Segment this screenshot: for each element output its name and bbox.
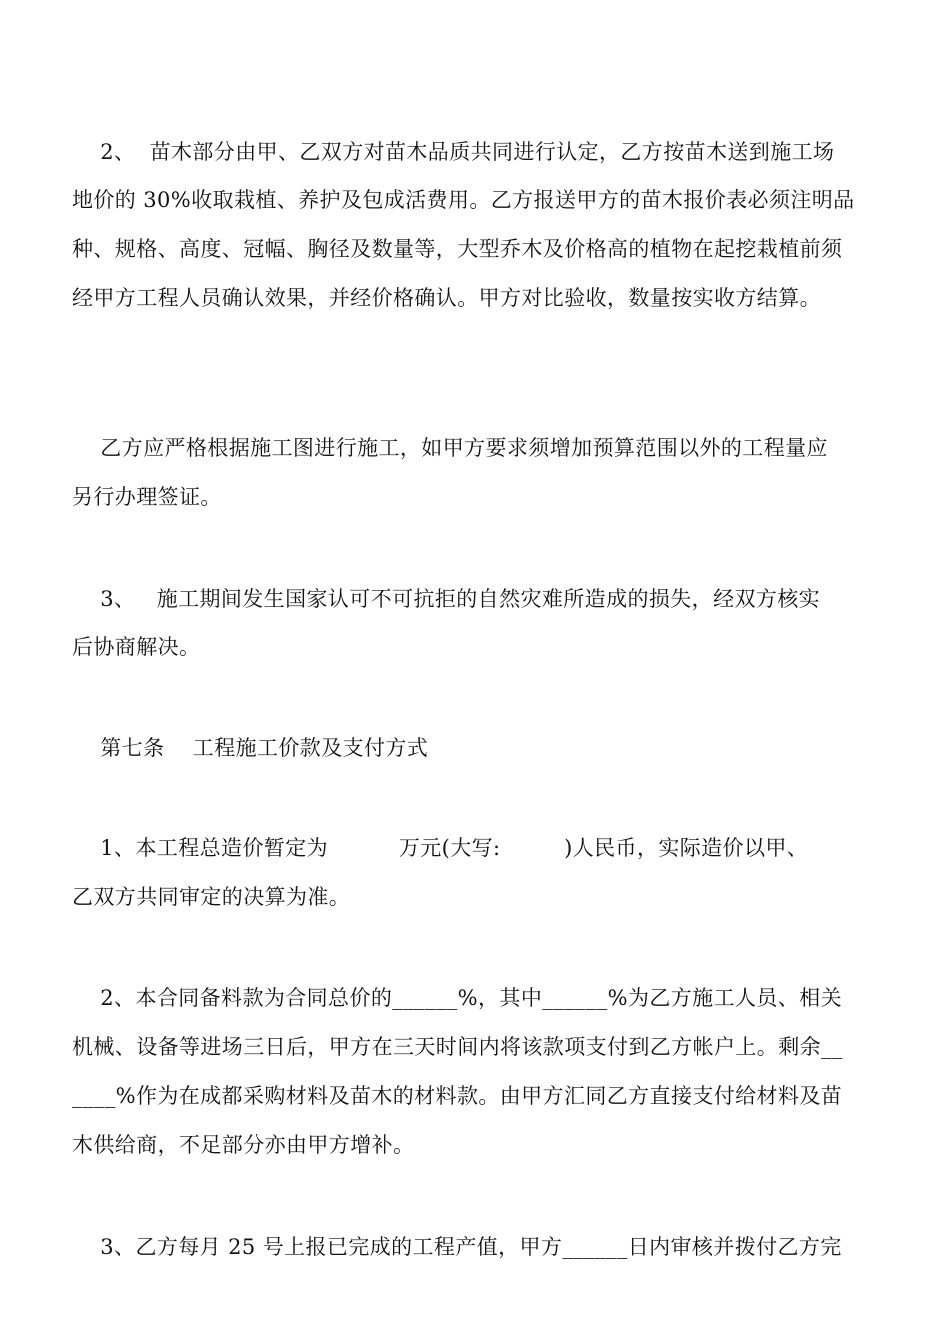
- text-line: 3、乙方每月 25 号上报已完成的工程产值，甲方______日内审核并拨付乙方完: [72, 1235, 842, 1259]
- text-line: 后协商解决。: [72, 635, 201, 659]
- section-heading: 第七条 工程施工价款及支付方式: [72, 736, 429, 760]
- text-line: ____%作为在成都采购材料及苗木的材料款。由甲方汇同乙方直接支付给材料及苗: [72, 1084, 843, 1108]
- text-line: 2、 苗木部分由甲、乙双方对苗木品质共同进行认定，乙方按苗木送到施工场: [72, 140, 835, 164]
- text-line: 地价的 30%收取栽植、养护及包成活费用。乙方报送甲方的苗木报价表必须注明品: [72, 188, 855, 212]
- text-line: 木供给商，不足部分亦由甲方增补。: [72, 1133, 415, 1157]
- text-line: 2、本合同备料款为合同总价的______%，其中______%为乙方施工人员、相关: [72, 986, 842, 1010]
- text-line: 机械、设备等进场三日后，甲方在三天时间内将该款项支付到乙方帐户上。剩余__: [72, 1035, 843, 1059]
- text-line: 乙双方共同审定的决算为准。: [72, 885, 351, 909]
- text-line: 乙方应严格根据施工图进行施工，如甲方要求须增加预算范围以外的工程量应: [72, 436, 828, 460]
- text-line: 1、本工程总造价暂定为 万元(大写: )人民币，实际造价以甲、: [72, 836, 809, 860]
- text-line: 种、规格、高度、冠幅、胸径及数量等，大型乔木及价格高的植物在起挖栽植前须: [72, 237, 843, 261]
- text-line: 经甲方工程人员确认效果，并经价格确认。甲方对比验收，数量按实收方结算。: [72, 286, 821, 310]
- text-line: 另行办理签证。: [72, 485, 222, 509]
- text-line: 3、 施工期间发生国家认可不可抗拒的自然灾难所造成的损失，经双方核实: [72, 587, 821, 611]
